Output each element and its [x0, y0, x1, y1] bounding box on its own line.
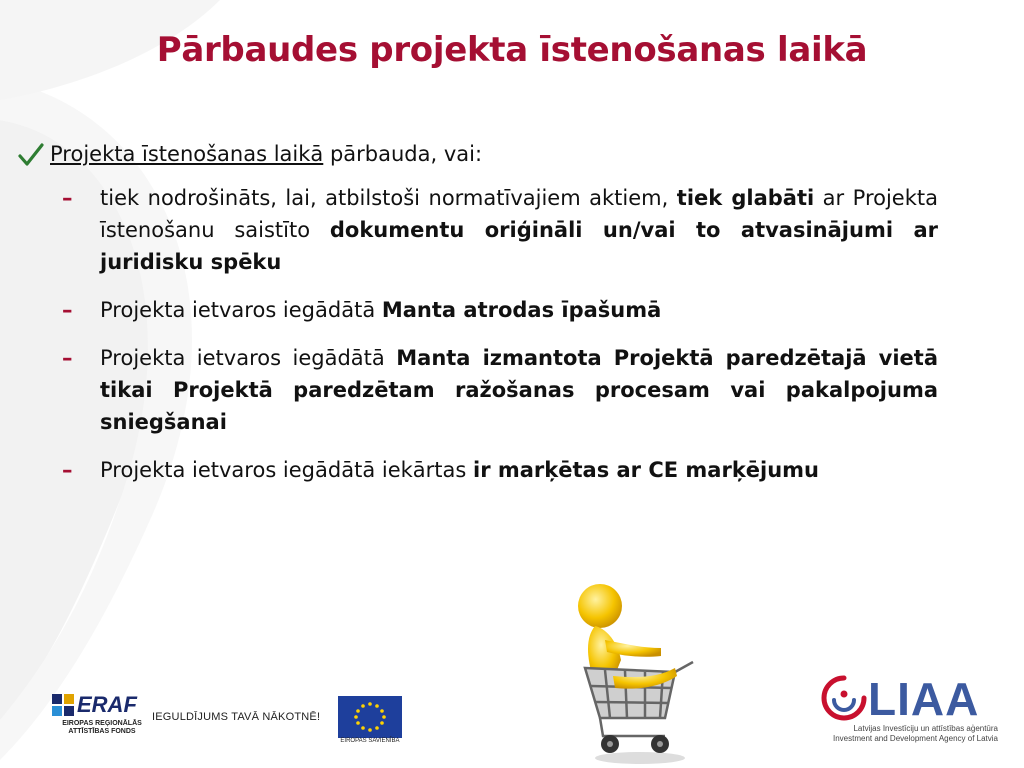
list-item: [18, 454, 938, 486]
eraf-logo-icon: [52, 694, 74, 716]
liaa-name: LIAA: [868, 673, 980, 725]
item-bold: Manta atrodas īpašumā: [381, 298, 662, 322]
liaa-line-1: Latvijas Investīciju un attīstības aģentūra: [853, 724, 998, 733]
cart-figure-image: [565, 568, 715, 768]
page-title: Pārbaudes projekta īstenošanas laikā: [156, 30, 868, 70]
item-bold: ir marķētas ar CE marķējumu: [473, 458, 820, 482]
bullet-dash: –: [62, 186, 73, 210]
content-body: [18, 140, 938, 502]
list-item: [18, 182, 938, 278]
list-item: [18, 342, 938, 438]
eraf-logo-text: ERAF: [77, 692, 137, 717]
eraf-subtitle-2: ATTĪSTĪBAS FONDS: [68, 728, 136, 735]
bullet-dash: –: [62, 346, 73, 370]
check-items-list: [18, 182, 938, 486]
item-bold: tiek glabāti: [676, 186, 815, 210]
eraf-subtitle-1: EIROPAS REĢIONĀLĀS: [62, 720, 142, 727]
liaa-logo-icon: [820, 672, 868, 722]
check-icon: [18, 142, 44, 168]
item-bold: Manta izmantota Projektā paredzētajā vietā tikai Projektā paredzētam ražošanas procesam vai pakalpojuma sniegšanai: [100, 346, 938, 434]
item-text: ar Projekta īstenošanu saistīto: [100, 186, 938, 242]
slogan-text: IEGULDĪJUMS TAVĀ NĀKOTNĒ!: [152, 711, 321, 723]
eu-label: EIROPAS SAVIENĪBA: [340, 738, 400, 744]
item-text: Projekta ietvaros iegādātā iekārtas: [100, 458, 473, 482]
item-text: Projekta ietvaros iegādātā: [100, 346, 397, 370]
bullet-dash: –: [62, 298, 73, 322]
list-item: [18, 294, 938, 326]
item-bold: dokumentu oriģināli un/vai to atvasinājumi ar juridisku spēku: [100, 218, 938, 274]
item-text: Projekta ietvaros iegādātā: [100, 298, 382, 322]
eu-flag-icon: [338, 696, 402, 738]
intro-rest: pārbauda, vai:: [323, 142, 483, 166]
item-text: tiek nodrošināts, lai, atbilstoši normatīvajiem aktiem,: [100, 186, 677, 210]
intro-line: [18, 140, 938, 168]
intro-underlined: Projekta īstenošanas laikā: [50, 142, 324, 166]
bullet-dash: –: [62, 458, 73, 482]
liaa-line-2: Investment and Development Agency of Latvia: [833, 734, 998, 743]
eraf-logo: [52, 692, 152, 736]
